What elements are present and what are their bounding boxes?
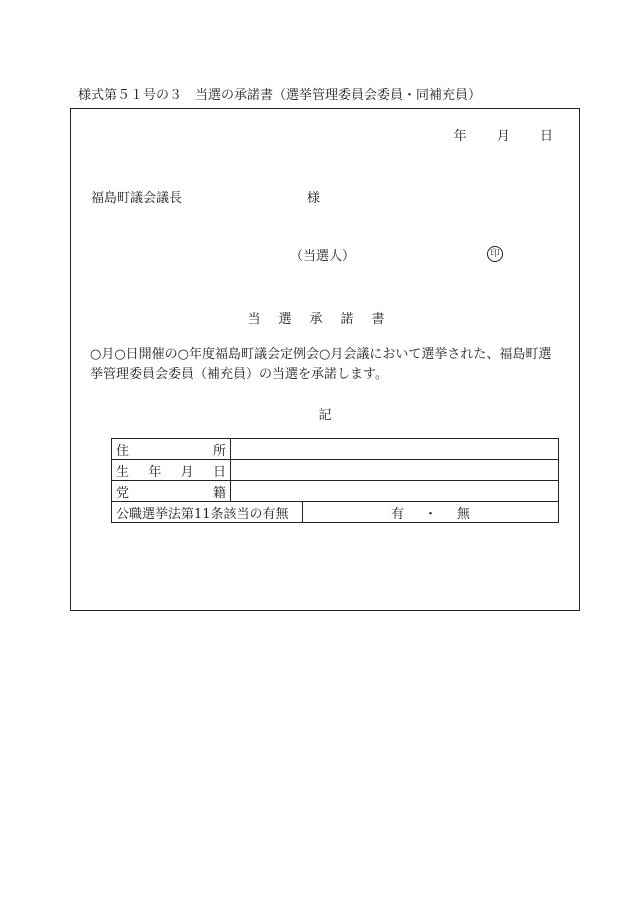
choice-no[interactable]: 無 bbox=[457, 506, 471, 522]
info-table bbox=[111, 438, 559, 502]
disqualification-label: 公職選挙法第11条該当の有無 bbox=[112, 502, 303, 523]
ki-label: 記 bbox=[318, 408, 332, 423]
address-label: 住 所 bbox=[112, 439, 231, 460]
table-row-birthdate bbox=[112, 460, 559, 481]
disqualification-choice[interactable] bbox=[303, 502, 559, 523]
recipient-name: 福島町議会議長 bbox=[91, 191, 183, 206]
date-day-label: 日 bbox=[539, 129, 553, 144]
table-row-address bbox=[112, 439, 559, 460]
recipient-honorific: 様 bbox=[307, 191, 321, 206]
seal-mark: 印 bbox=[487, 246, 503, 262]
disqualification-table bbox=[111, 501, 559, 523]
birthdate-label: 生 年 月 日 bbox=[112, 460, 231, 481]
document-heading: 当選承諾書 bbox=[247, 312, 403, 327]
address-field[interactable] bbox=[231, 439, 559, 460]
document-frame bbox=[70, 108, 580, 611]
party-field[interactable] bbox=[231, 481, 559, 502]
date-line bbox=[442, 125, 553, 144]
date-year-label: 年 bbox=[453, 129, 467, 144]
table-row-party bbox=[112, 481, 559, 502]
birthdate-field[interactable] bbox=[231, 460, 559, 481]
party-label: 党 籍 bbox=[112, 481, 231, 502]
document-body: ○月○日開催の○年度福島町議会定例会○月会議において選挙された、福島町選挙管理委員会委員（補充員）の当選を承諾します。 bbox=[90, 347, 552, 382]
choice-separator: ・ bbox=[423, 506, 437, 522]
table-row-disqualification bbox=[112, 502, 559, 523]
date-month-label: 月 bbox=[496, 129, 510, 144]
choice-yes[interactable]: 有 bbox=[390, 506, 404, 522]
form-title: 様式第５１号の３ 当選の承諾書（選挙管理委員会委員・同補充員） bbox=[78, 88, 482, 103]
elected-person-label: （当選人） bbox=[290, 249, 356, 264]
